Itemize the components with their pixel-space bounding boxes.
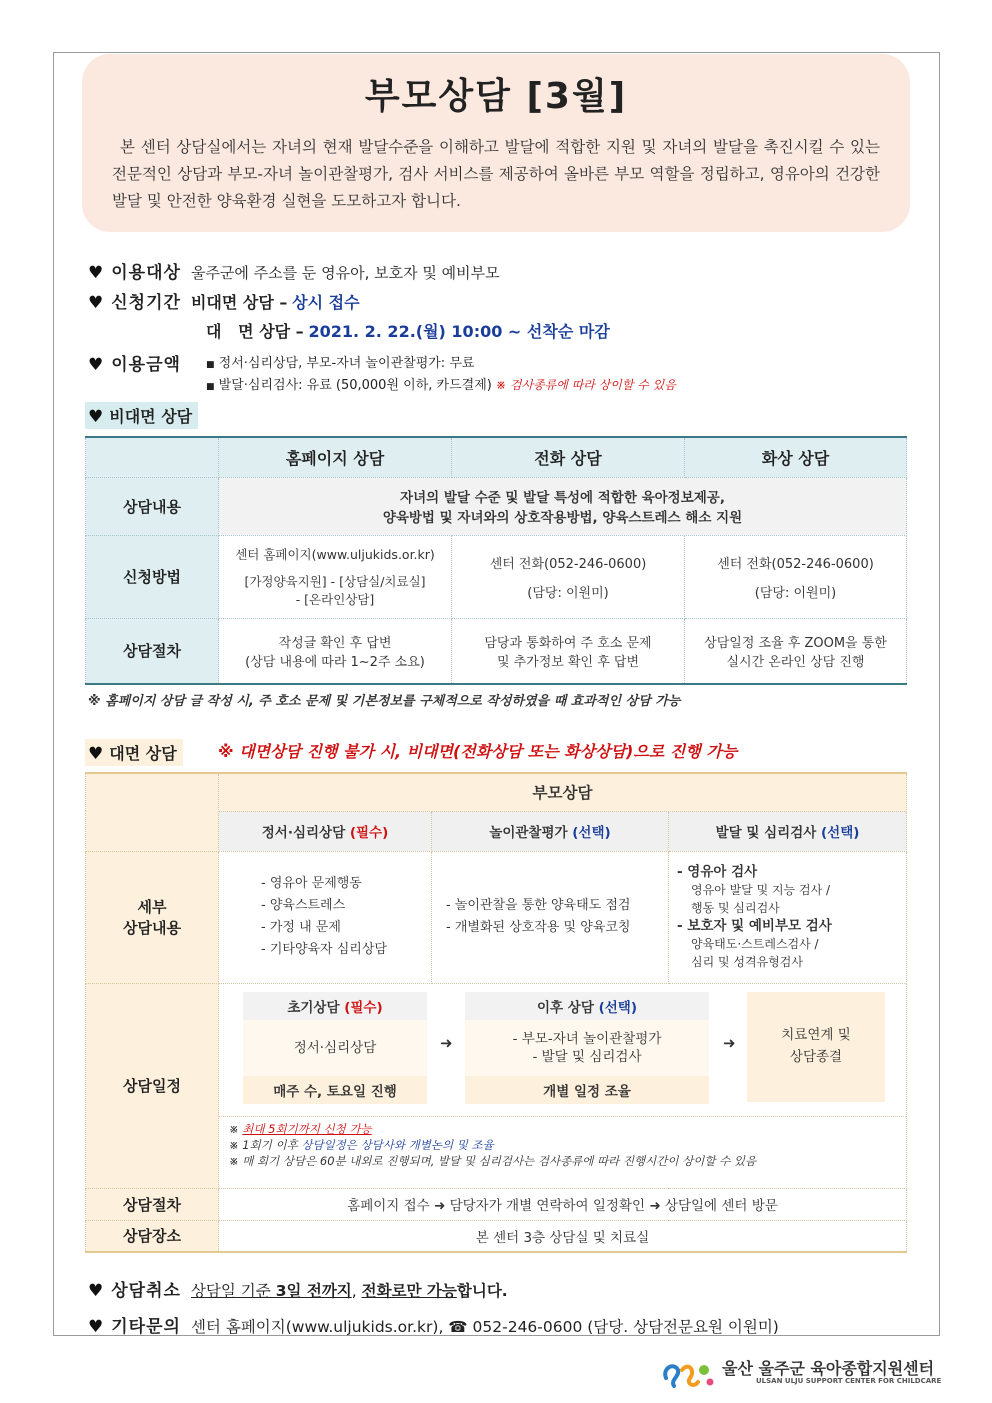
period-offline-row [206, 319, 610, 342]
flow-initial-tag: (필수) [344, 999, 383, 1016]
flow-followup-head [465, 992, 709, 1020]
contact-text: 센터 홈페이지(www.uljukids.or.kr), ☎ 052-246-0600 (담당. 상담전문요원 이원미) [190, 1318, 779, 1336]
offline-corner [86, 773, 219, 851]
flow-initial-foot: 매주 수, 토요일 진행 [273, 1083, 397, 1100]
heart-icon: ♥ [88, 263, 104, 283]
detail-emotion-item: - 기타양육자 심리상담 [261, 942, 387, 957]
proc-video-line-1: 상담일정 조율 후 ZOOM을 통한 [704, 635, 887, 651]
bullet-icon: ■ [206, 360, 215, 370]
logo-name: 울산 울주군 육아종합지원센터 [722, 1359, 935, 1378]
online-col-phone: 전화 상담 [452, 437, 685, 477]
row-content-value [219, 477, 907, 535]
proc-value: 홈페이지 접수 ➜ 담당자가 개별 연락하여 일정확인 ➜ 상담일에 센터 방문 [219, 1188, 907, 1220]
logo-sub: ULSAN ULJU SUPPORT CENTER FOR CHILDCARE [756, 1377, 942, 1385]
proc-phone [452, 618, 685, 684]
offline-header: 부모상담 [219, 773, 907, 811]
sub-emotion-tag: (필수) [349, 825, 389, 841]
method-home [219, 535, 452, 618]
place-label: 상담장소 [86, 1220, 219, 1252]
sub-play-tag: (선택) [572, 825, 611, 841]
detail-test-h2: - 보호자 및 예비부모 검사 [677, 918, 832, 934]
online-col-home: 홈페이지 상담 [219, 437, 452, 477]
detail-emotion-item: - 양육스트레스 [261, 898, 346, 913]
detail-test-t2b: 심리 및 성격유형검사 [691, 955, 803, 969]
detail-play-item: - 개별화된 상호작용 및 양육코칭 [446, 920, 631, 935]
detail-test [669, 851, 907, 983]
heart-icon: ♥ [88, 407, 104, 427]
cancel-text-1: 상담일 기준 [190, 1282, 276, 1300]
flow-followup-line-1: - 부모-자녀 놀이관찰평가 [512, 1030, 662, 1047]
flow-followup-line-2: - 발달 및 심리검사 [532, 1048, 642, 1065]
sub-emotion [219, 811, 432, 851]
online-note: ※ 홈페이지 상담 글 작성 시, 주 호소 문제 및 기본정보를 구체적으로 작성하였을 때 효과적인 상담 가능 [88, 694, 681, 709]
sub-play [432, 811, 669, 851]
detail-emotion [219, 851, 432, 983]
fee-item-1 [206, 352, 474, 371]
heart-icon: ♥ [88, 1281, 104, 1301]
header-box [82, 54, 910, 232]
flow-followup-foot: 개별 일정 조율 [543, 1083, 631, 1100]
online-table [85, 436, 907, 685]
online-col-video: 화상 상담 [685, 437, 907, 477]
bullet-icon: ■ [206, 382, 215, 392]
content-line-1: 자녀의 발달 수준 및 발달 특성에 적합한 육아정보제공, [400, 490, 725, 506]
target-label: 이용대상 [111, 263, 181, 283]
flow-initial [243, 992, 427, 1104]
detail-emotion-item: - 가정 내 문제 [261, 920, 341, 935]
flow-followup [465, 992, 709, 1104]
note-1-prefix: ※ [229, 1121, 239, 1136]
note-2 [229, 1137, 896, 1153]
heart-icon: ♥ [88, 1317, 104, 1337]
target-value: 울주군에 주소를 둔 영유아, 보호자 및 예비부모 [190, 264, 500, 282]
flow-followup-title: 이후 상담 [537, 999, 594, 1016]
flow-initial-title: 초기상담 [287, 999, 340, 1016]
method-home-line-2: [가정양육지원] - [상담실/치료실] [244, 574, 426, 589]
center-logo [660, 1356, 945, 1392]
offline-section-label [85, 739, 183, 766]
period-offline-prefix: 대 면 상담 – [206, 322, 304, 341]
row-method-label: 신청방법 [86, 535, 219, 618]
schedule-cell [219, 983, 907, 1188]
method-phone-line-1: 센터 전화(052-246-0600) [489, 556, 647, 572]
row-proc-label: 상담절차 [86, 618, 219, 684]
detail-label [86, 851, 219, 983]
note-2-text: 상담일정은 상담사와 개별논의 및 조율 [301, 1137, 494, 1152]
cancel-text-4: 전화로만 가능 [361, 1282, 457, 1300]
note-1-text: 최대 5회기까지 신청 가능 [242, 1121, 372, 1136]
note-1 [229, 1121, 896, 1137]
fee-2: 발달·심리검사: 유료 (50,000원 이하, 카드결제) [218, 378, 492, 393]
flow-initial-body: 정서·심리상담 [243, 1020, 427, 1076]
method-home-line-3: - [온라인상담] [295, 592, 375, 607]
online-label: 비대면 상담 [109, 407, 193, 426]
detail-test-t1b: 행동 및 심리검사 [691, 901, 780, 915]
proc-video-line-2: 실시간 온라인 상담 진행 [726, 654, 865, 670]
content-line-2: 양육방법 및 자녀와의 상호작용방법, 양육스트레스 해소 지원 [382, 510, 743, 526]
offline-label: 대면 상담 [109, 744, 177, 763]
flow-end [747, 992, 885, 1102]
detail-play [432, 851, 669, 983]
cancel-text-5: 합니다. [456, 1282, 508, 1300]
schedule-flow [219, 984, 906, 1116]
target-row [88, 258, 500, 283]
schedule-label: 상담일정 [86, 983, 219, 1188]
cancel-label: 상담취소 [111, 1281, 181, 1301]
method-phone-line-2: (담당: 이원미) [527, 585, 609, 601]
sub-test-tag: (선택) [820, 825, 860, 841]
sub-test [669, 811, 907, 851]
detail-test-t2a: 양육태도·스트레스검사 / [691, 937, 819, 951]
fee-2-note: ※ 검사종류에 따라 상이할 수 있음 [495, 378, 676, 392]
heart-icon: ♥ [88, 744, 104, 764]
fee-row [88, 350, 191, 375]
flow-end-line-1: 치료연계 및 [781, 1026, 851, 1043]
page-title: 부모상담 [3월] [364, 76, 628, 117]
method-video [685, 535, 907, 618]
method-home-line-1: 센터 홈페이지(www.uljukids.or.kr) [235, 547, 435, 562]
proc-home [219, 618, 452, 684]
period-label: 신청기간 [111, 293, 181, 313]
online-corner [86, 437, 219, 477]
flow-followup-tag: (선택) [598, 999, 637, 1016]
method-phone [452, 535, 685, 618]
detail-test-t1a: 영유아 발달 및 지능 검사 / [691, 883, 831, 897]
cancel-row [88, 1276, 508, 1301]
arrow-icon: ➜ [723, 1033, 736, 1052]
period-online-value: 상시 접수 [292, 293, 360, 312]
proc-video [685, 618, 907, 684]
detail-play-item: - 놀이관찰을 통한 양육태도 점검 [446, 898, 631, 913]
proc-home-line-2: (상담 내용에 따라 1~2주 소요) [245, 654, 425, 670]
fee-item-2 [206, 374, 676, 393]
heart-icon: ♥ [88, 355, 104, 375]
proc-phone-line-1: 담당과 통화하여 주 호소 문제 [484, 635, 652, 651]
proc-phone-line-2: 및 추가정보 확인 후 답변 [496, 654, 640, 670]
fee-1: 정서·심리상담, 부모-자녀 놀이관찰평가: 무료 [218, 356, 475, 371]
detail-test-h1: - 영유아 검사 [677, 864, 758, 880]
arrow-icon: ➜ [440, 1033, 453, 1052]
sub-play-label: 놀이관찰평가 [489, 825, 568, 841]
proc-label: 상담절차 [86, 1188, 219, 1220]
method-video-line-2: (담당: 이원미) [754, 585, 837, 601]
fee-label: 이용금액 [111, 355, 181, 375]
sub-test-label: 발달 및 심리검사 [715, 825, 817, 841]
period-offline-value: 2021. 2. 22.(월) 10:00 ~ 선착순 마감 [308, 322, 610, 341]
period-online-prefix: 비대면 상담 – [190, 293, 288, 312]
detail-emotion-item: - 영유아 문제행동 [261, 876, 362, 891]
offline-warning: ※ 대면상담 진행 불가 시, 비대면(전화상담 또는 화상상담)으로 진행 가능 [218, 742, 738, 761]
cancel-text-2: 3일 전까지 [275, 1282, 352, 1300]
detail-label-1: 세부 [137, 898, 167, 916]
heart-icon: ♥ [88, 293, 104, 313]
method-video-line-1: 센터 전화(052-246-0600) [717, 556, 874, 572]
proc-home-line-1: 작성글 확인 후 답변 [278, 635, 392, 651]
note-3: ※ 매 회기 상담은 60분 내외로 진행되며, 발달 및 심리검사는 검사종류에 따라 진행시간이 상이할 수 있음 [229, 1153, 757, 1168]
sub-emotion-label: 정서·심리상담 [261, 825, 346, 841]
period-row [88, 288, 360, 313]
contact-row [88, 1312, 779, 1337]
contact-label: 기타문의 [111, 1317, 181, 1337]
intro-text: 본 센터 상담실에서는 자녀의 현재 발달수준을 이해하고 발달에 적합한 지원 및 자녀의 발달을 촉진시킬 수 있는 전문적인 상담과 부모-자녀 놀이관찰평가, 검사 서비스를 제공하여 올바른 부모 역할을 정립하고, 영유아의 건강한 발달 및 안전한 양육환경 실현을 도모하고자 합니다. [112, 138, 880, 210]
note-2-prefix: ※ 1회기 이후 [229, 1137, 298, 1152]
flow-initial-head [243, 992, 427, 1020]
detail-label-2: 상담내용 [123, 919, 181, 937]
logo-mark-icon [660, 1356, 720, 1392]
cancel-text-3: , [351, 1282, 362, 1300]
place-value: 본 센터 3층 상담실 및 치료실 [219, 1220, 907, 1252]
offline-table [85, 772, 907, 1253]
flow-followup-body [465, 1020, 709, 1076]
flow-end-line-2: 상담종결 [789, 1048, 843, 1065]
schedule-notes [219, 1116, 906, 1173]
row-content-label: 상담내용 [86, 477, 219, 535]
online-section-label [85, 402, 198, 429]
